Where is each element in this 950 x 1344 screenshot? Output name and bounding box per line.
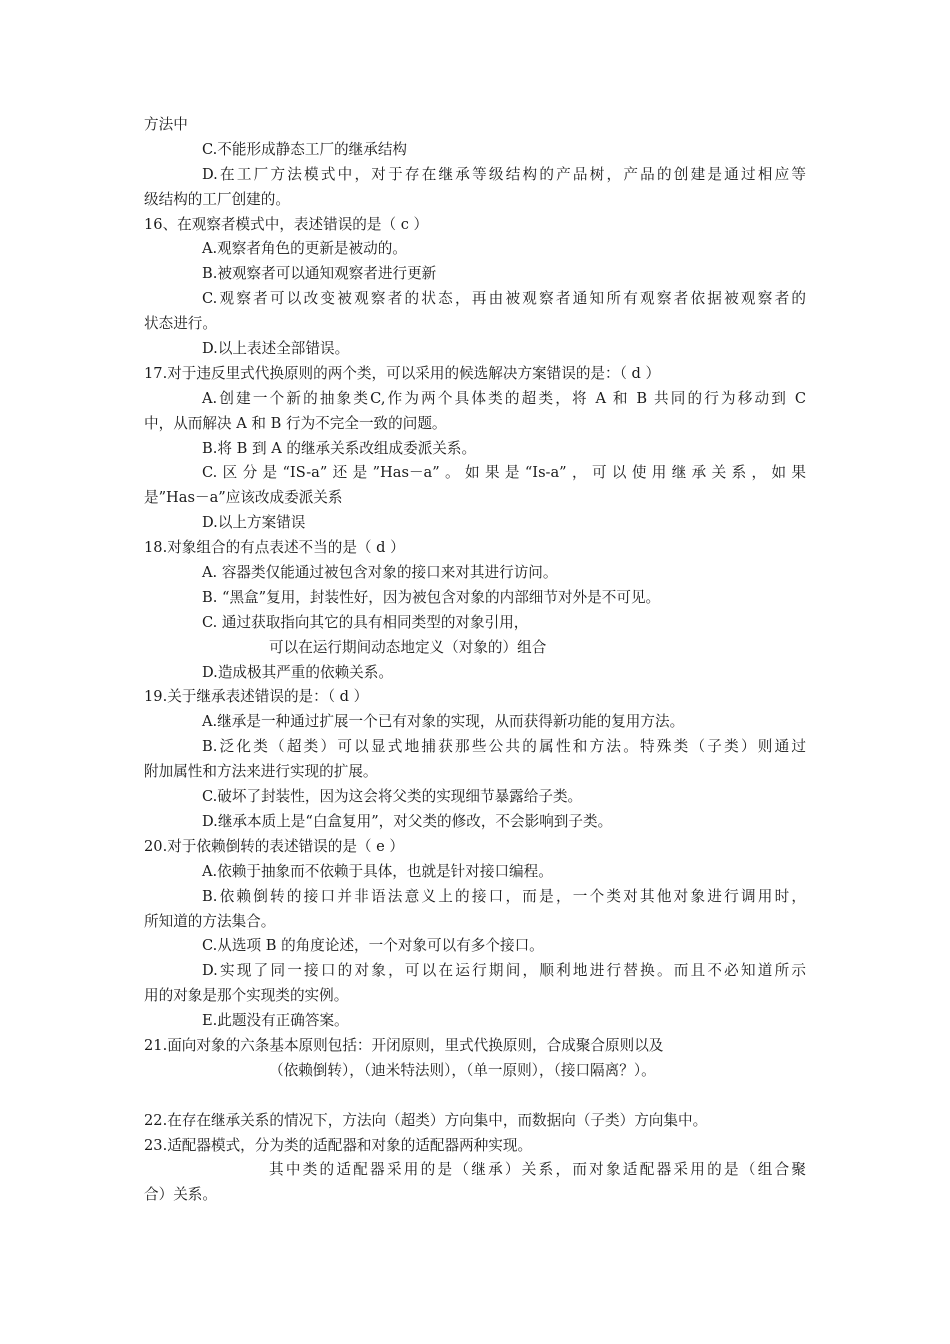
option-d: D.以上表述全部错误。 xyxy=(202,340,350,358)
option-b: B.被观察者可以通知观察者进行更新 xyxy=(202,265,437,283)
answer-line: 其中类的适配器采用的是（继承）关系，而对象适配器采用的是（组合聚 xyxy=(269,1161,806,1179)
text-line: 可以在运行期间动态地定义（对象的）组合 xyxy=(269,638,547,656)
option-d: D.继承本质上是“白盒复用”，对父类的修改，不会影响到子类。 xyxy=(202,812,613,830)
question-23: 23.适配器模式，分为类的适配器和对象的适配器两种实现。 xyxy=(144,1136,533,1154)
option-c: C. 通过获取指向其它的具有相同类型的对象引用， xyxy=(202,613,529,631)
option-d: D.以上方案错误 xyxy=(202,514,306,532)
question-18: 18.对象组合的有点表述不当的是（ d ） xyxy=(144,539,405,557)
option-d: D.造成极其严重的依赖关系。 xyxy=(202,663,393,681)
option-d: D.实现了同一接口的对象，可以在运行期间，顺利地进行替换。而且不必知道所示 xyxy=(202,962,806,980)
blank-line xyxy=(144,1084,806,1109)
question-22: 22.在存在继承关系的情况下，方法向（超类）方向集中，而数据向（子类）方向集中。 xyxy=(144,1111,708,1129)
question-20: 20.对于依赖倒转的表述错误的是（ e ） xyxy=(144,837,405,855)
option-c: C.区分是“IS-a”还是”Has－a”。如果是“Is-a”，可以使用继承关系，如果 xyxy=(202,464,806,482)
option-b: B.泛化类（超类）可以显式地捕获那些公共的属性和方法。特殊类（子类）则通过 xyxy=(202,738,806,756)
option-c: C.破坏了封装性，因为这会将父类的实现细节暴露给子类。 xyxy=(202,788,583,806)
text-line: 中，从而解决 A 和 B 行为不完全一致的问题。 xyxy=(144,414,447,432)
option-d: D.在工厂方法模式中，对于存在继承等级结构的产品树，产品的创建是通过相应等 xyxy=(202,165,806,183)
option-a: A.创建一个新的抽象类C,作为两个具体类的超类，将 A 和 B 共同的行为移动到 C xyxy=(202,389,806,407)
option-e: E.此题没有正确答案。 xyxy=(202,1012,349,1030)
option-c: C.不能形成静态工厂的继承结构 xyxy=(202,140,408,158)
option-b: B. “黑盒”复用，封装性好，因为被包含对象的内部细节对外是不可见。 xyxy=(202,588,661,606)
option-b: B.依赖倒转的接口并非语法意义上的接口，而是，一个类对其他对象进行调用时， xyxy=(202,887,806,905)
text-line: 级结构的工厂创建的。 xyxy=(144,190,290,208)
text-line: 附加属性和方法来进行实现的扩展。 xyxy=(144,763,378,781)
option-a: A.观察者角色的更新是被动的。 xyxy=(202,240,407,258)
option-b: B.将 B 到 A 的继承关系改组成委派关系。 xyxy=(202,439,477,457)
text-line: 是”Has－a”应该改成委派关系 xyxy=(144,489,343,507)
text-line: 状态进行。 xyxy=(144,315,217,333)
option-c: C.观察者可以改变被观察者的状态，再由被观察者通知所有观察者依据被观察者的 xyxy=(202,290,806,308)
question-19: 19.关于继承表述错误的是：（ d ） xyxy=(144,688,369,706)
question-21: 21.面向对象的六条基本原则包括：开闭原则，里式代换原则，合成聚合原则以及 xyxy=(144,1036,664,1054)
text-line: 方法中 xyxy=(144,116,188,133)
text-line: 用的对象是那个实现类的实例。 xyxy=(144,987,349,1005)
option-a: A.依赖于抽象而不依赖于具体，也就是针对接口编程。 xyxy=(202,862,553,880)
option-a: A. 容器类仅能通过被包含对象的接口来对其进行访问。 xyxy=(202,564,558,582)
option-c: C.从选项 B 的角度论述，一个对象可以有多个接口。 xyxy=(202,937,544,955)
question-16: 16、在观察者模式中，表述错误的是（ c ） xyxy=(144,215,429,233)
text-line: 合）关系。 xyxy=(144,1186,217,1204)
answer-line: （依赖倒转），（迪米特法则），（单一原则），（接口隔离？）。 xyxy=(269,1061,656,1079)
text-line: 所知道的方法集合。 xyxy=(144,912,276,930)
option-a: A.继承是一种通过扩展一个已有对象的实现，从而获得新功能的复用方法。 xyxy=(202,713,685,731)
document-body xyxy=(144,113,806,1208)
question-17: 17.对于违反里式代换原则的两个类，可以采用的候选解决方案错误的是：（ d ） xyxy=(144,364,661,382)
